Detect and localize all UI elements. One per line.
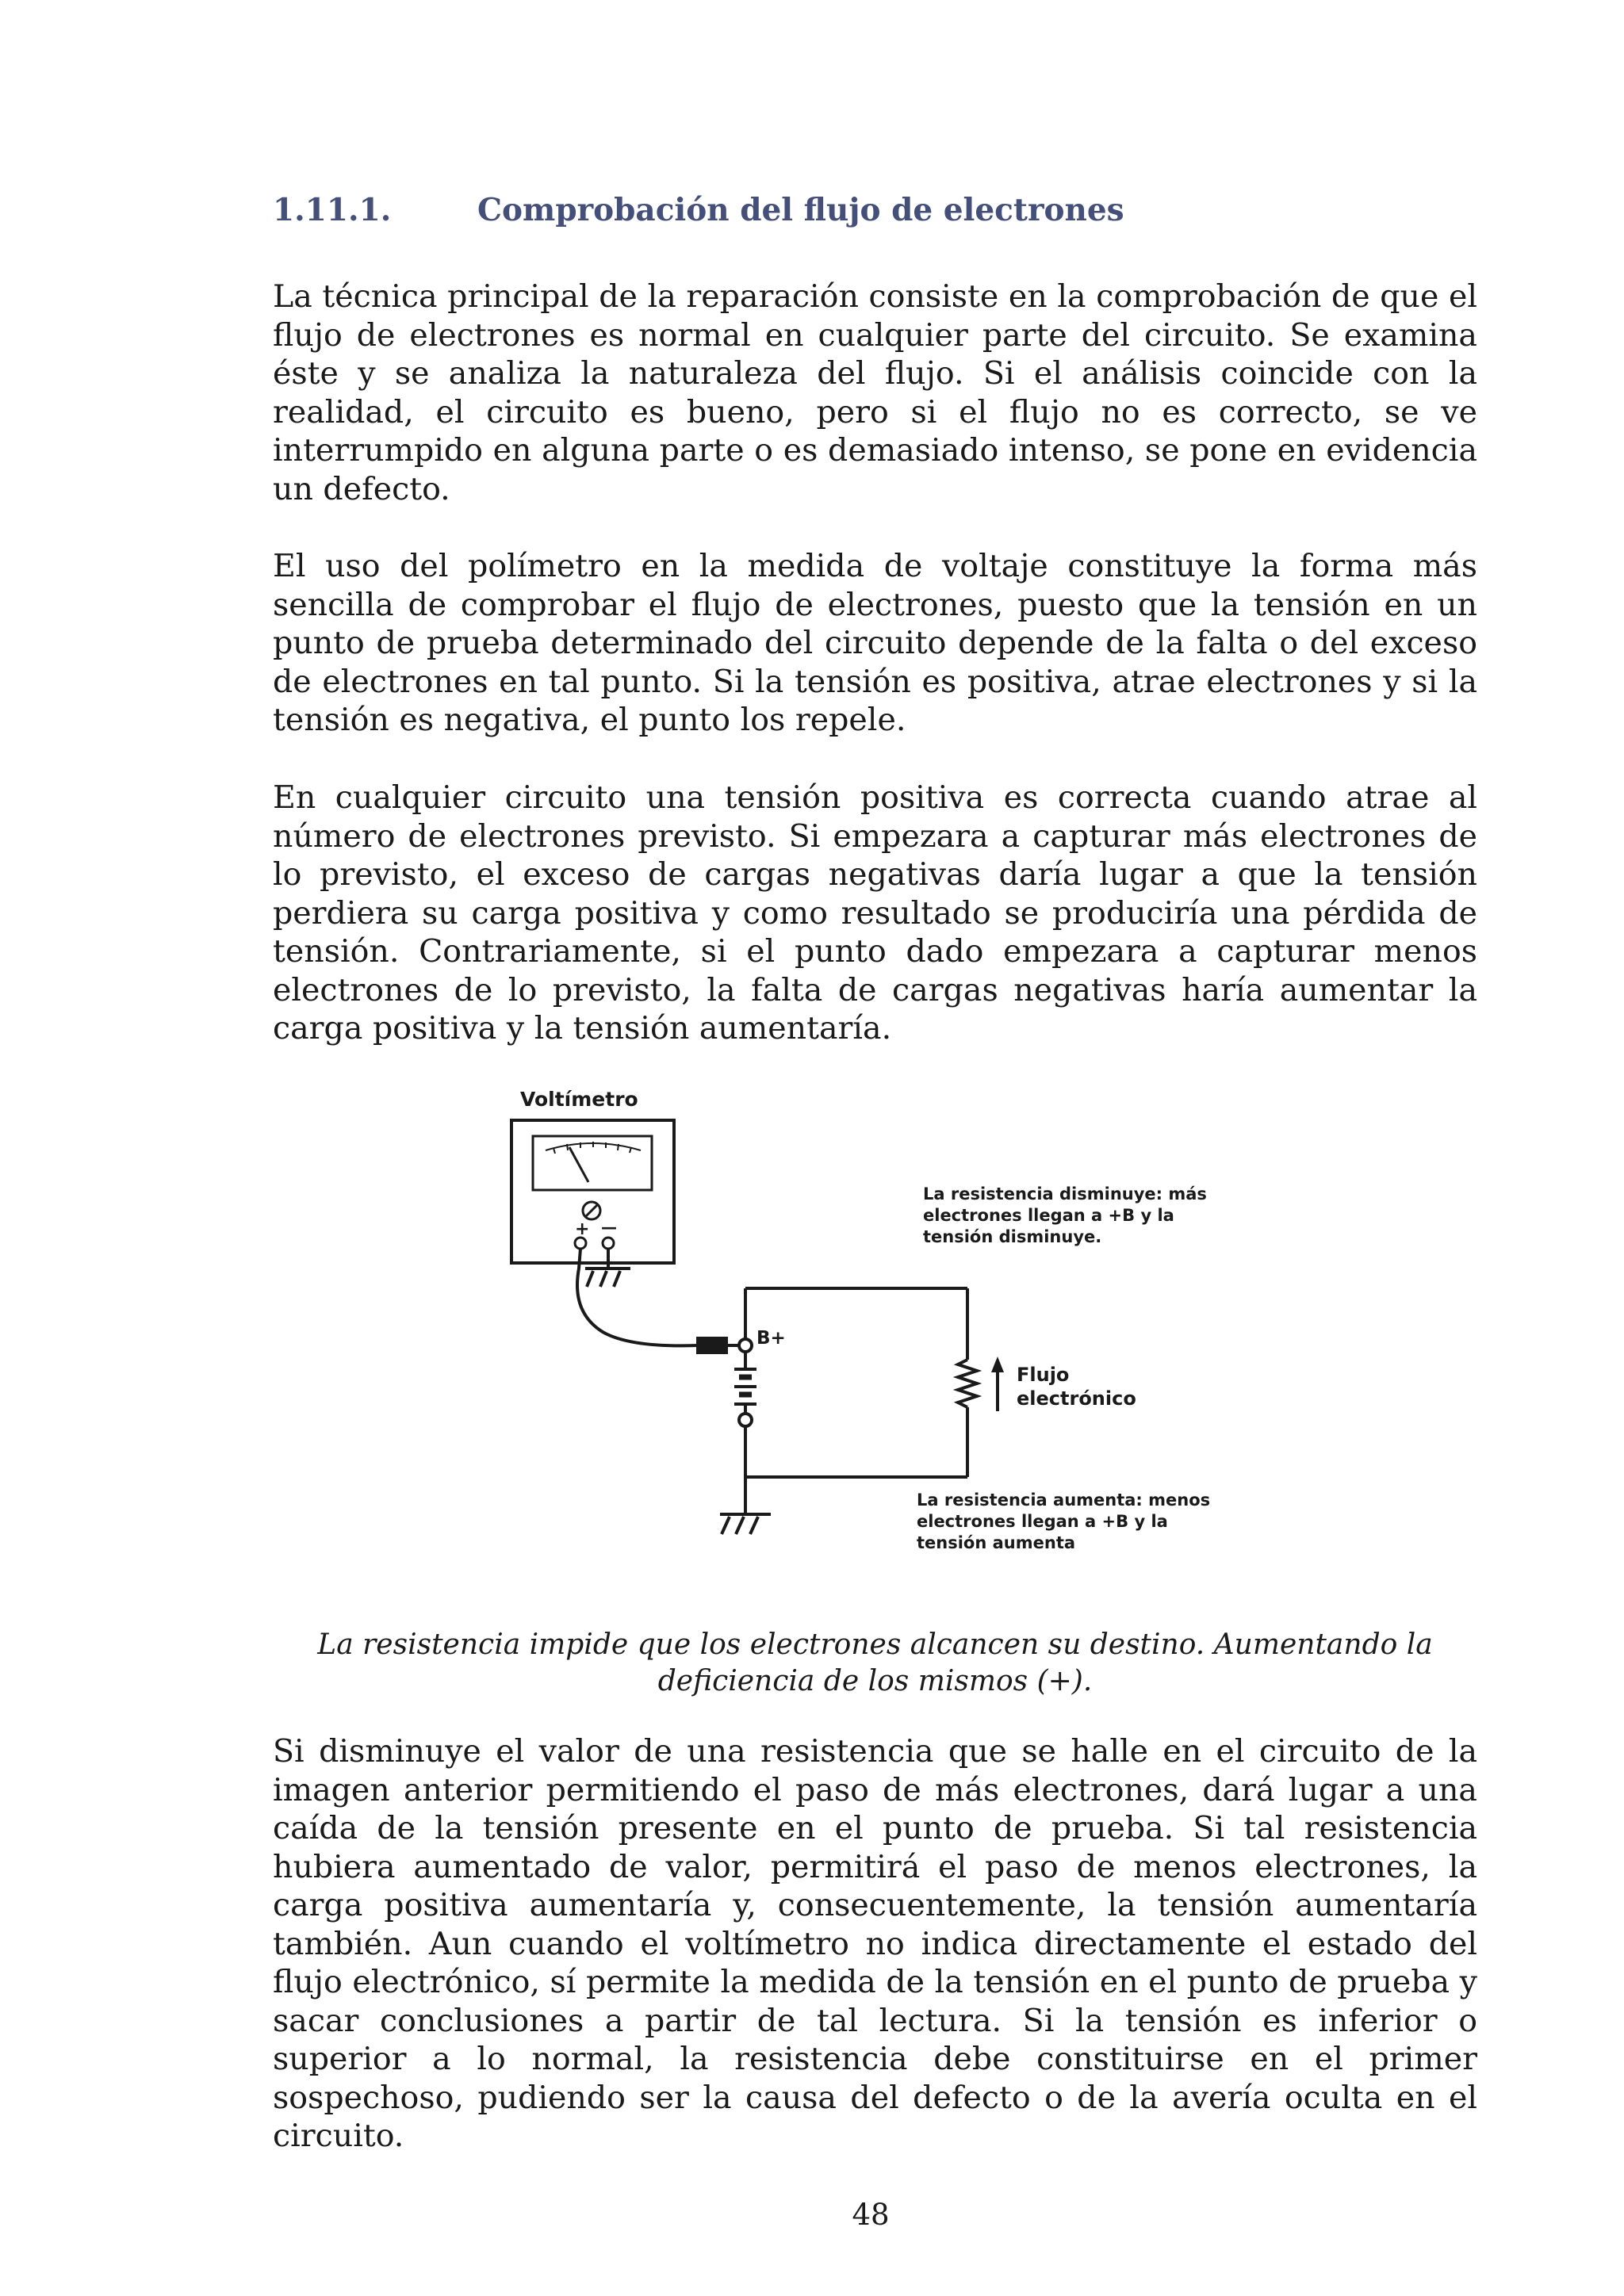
section-title: Comprobación del flujo de electrones [477,192,1124,228]
circuit-ground-symbol [720,1514,771,1534]
note-resistance-decreases: La resistencia disminuye: más electrones llegan a +B y la tensión disminuye. [923,1184,1207,1246]
battery-symbol [734,1352,756,1426]
probe-tip [696,1337,728,1354]
paragraph-2: El uso del polímetro en la medida de voltaje constituye la forma más sencilla de comprobar el flujo de electrones, puesto que la tensión en un punto de prueba determinado del circuito depende de la falta o del exceso de electrones en tal punto. Si la tensión es positiva, atrae electrones y si la tensión es negativa, el punto los repele. [273,548,1477,738]
circuit-wires [745,1288,967,1514]
paragraph-1: La técnica principal de la reparación consiste en la comprobación de que el flujo de electrones es normal en cualquier parte del circuito. Se examina éste y se analiza la naturaleza del flujo. Si el análisis coincide con la realidad, el circuito es bueno, pero si el flujo no es correcto, se ve interrumpido en alguna parte o es demasiado intenso, se pone en evidencia un defecto. [273,278,1477,507]
bplus-label: B+ [756,1328,786,1349]
section-heading [273,192,1462,239]
page-number: 48 [852,2198,890,2232]
section-number: 1.11.1. [273,192,392,228]
flow-label: Flujo electrónico [1017,1364,1136,1410]
caption-line-1: La resistencia impide que los electrones alcancen su destino. Aumentando la [317,1628,1433,1661]
note-resistance-increases: La resistencia aumenta: menos electrones llegan a +B y la tensión aumenta [917,1490,1211,1552]
resistor-symbol [958,1360,977,1407]
voltmeter [511,1120,674,1263]
test-point-bplus [739,1339,752,1352]
caption-line-2: deficiencia de los mismos (+). [657,1665,1093,1697]
figure-caption [273,1627,1477,1700]
meter-ground-symbol [585,1249,630,1287]
minus-terminal-sign: — [601,1218,617,1237]
voltmeter-label: Voltímetro [520,1088,638,1111]
plus-terminal-sign: + [575,1219,590,1239]
paragraph-3: En cualquier circuito una tensión positiva es correcta cuando atrae al número de electrones previsto. Si empezara a capturar más electrones de lo previsto, el exceso de cargas negativas daría lugar a que la tensión perdiera su carga positiva y como resultado se produciría una pérdida de tensión. Contrariamente, si el punto dado empezara a capturar menos electrones de lo previsto, la falta de cargas negativas haría aumentar la carga positiva y la tensión aumentaría. [273,779,1477,1047]
circuit-diagram [492,1074,1285,1590]
circuit-figure [492,1074,1285,1590]
paragraph-4: Si disminuye el valor de una resistencia que se halle en el circuito de la imagen anterior permitiendo el paso de más electrones, dará lugar a una caída de la tensión presente en el punto de prueba. Si tal resistencia hubiera aumentado de valor, permitirá el paso de menos electrones, la carga positiva aumentaría y, consecuentemente, la tensión aumentaría también. Aun cuando el voltímetro no indica directamente el estado del flujo electrónico, sí permite la medida de la tensión en el punto de prueba y sacar conclusiones a partir de tal lectura. Si la tensión es inferior o superior a lo normal, la resistencia debe constituirse en el primer sospechoso, pudiendo ser la causa del defecto o de la avería oculta en el circuito. [273,1733,1477,2154]
electron-flow-arrow-icon [991,1357,1004,1411]
